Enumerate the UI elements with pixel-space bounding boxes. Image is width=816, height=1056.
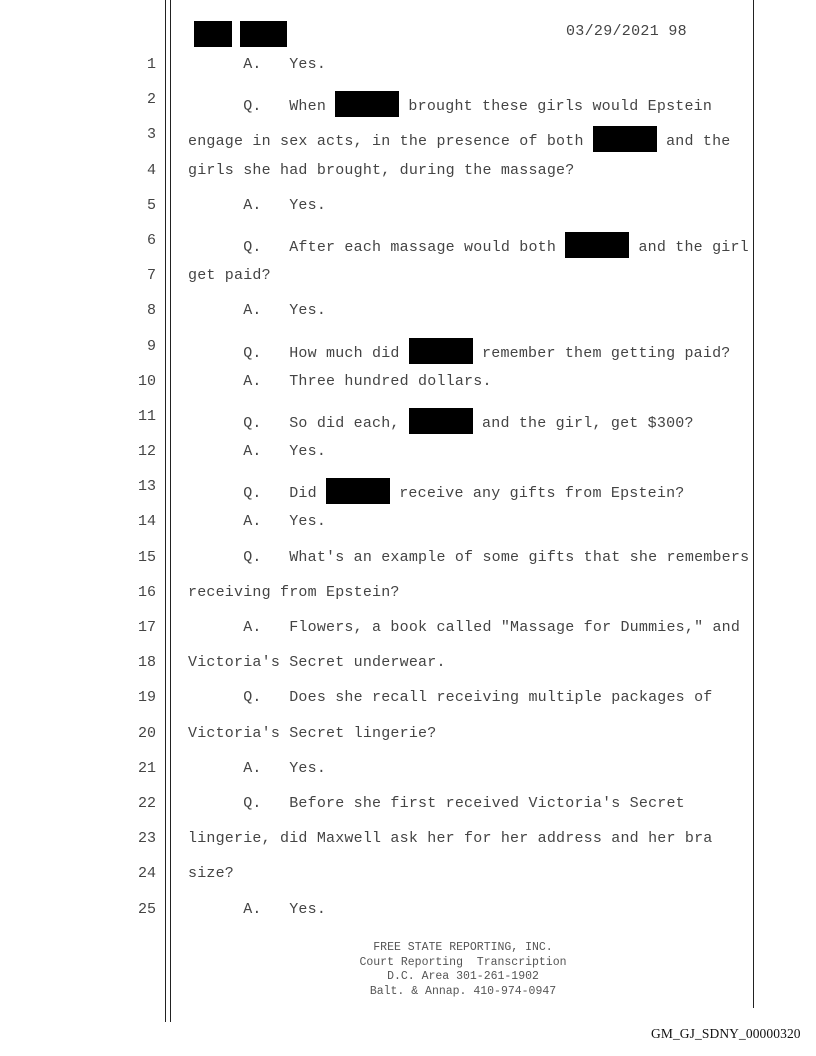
- transcript-line: [0, 646, 816, 681]
- line-number: 1: [146, 56, 156, 73]
- line-text: [188, 795, 685, 812]
- line-text-segment: Q. After each massage would both: [188, 238, 566, 256]
- line-text: [188, 162, 574, 179]
- header-redaction-box: [194, 21, 232, 47]
- line-text: [188, 232, 749, 258]
- transcript-line: [0, 752, 816, 787]
- line-text: [188, 56, 326, 73]
- line-text: [188, 584, 400, 601]
- line-text: [188, 513, 326, 530]
- line-text-segment: A. Yes.: [188, 56, 327, 73]
- line-text: [188, 901, 326, 918]
- transcript-line: [0, 681, 816, 716]
- transcript-line: [0, 48, 816, 83]
- transcript-body: [0, 48, 816, 928]
- line-text-segment: Q. Does she recall receiving multiple packages of: [188, 689, 713, 707]
- transcript-line: [0, 611, 816, 646]
- transcript-line: [0, 505, 816, 540]
- transcript-line: [0, 717, 816, 752]
- line-text-segment: Q. Did: [188, 485, 327, 503]
- transcript-line: [0, 822, 816, 857]
- header-date-page-number: 03/29/2021 98: [566, 23, 687, 40]
- line-text: [188, 197, 326, 214]
- line-text: [188, 689, 712, 706]
- reporter-footer: [300, 941, 626, 999]
- line-text: [188, 408, 694, 434]
- line-number: 21: [137, 759, 156, 777]
- line-text-segment: A. Yes.: [188, 196, 327, 214]
- line-text: [188, 373, 492, 390]
- redaction-box: [335, 91, 399, 117]
- line-text-segment: and the girl, get $300?: [472, 414, 694, 432]
- line-number: 8: [146, 302, 156, 320]
- line-number: 4: [146, 161, 156, 179]
- line-text-segment: lingerie, did Maxwell ask her for her address and her bra: [188, 830, 713, 848]
- transcript-line: [0, 294, 816, 329]
- line-text-segment: A. Yes.: [188, 443, 327, 461]
- line-text-segment: A. Three hundred dollars.: [188, 372, 492, 390]
- line-number: 3: [146, 126, 156, 144]
- line-text-segment: girls she had brought, during the massage?: [188, 161, 575, 179]
- line-text-segment: and the girl: [629, 238, 749, 256]
- line-number: 14: [137, 513, 156, 531]
- line-text-segment: Q. How much did: [188, 344, 409, 362]
- redaction-box: [565, 232, 629, 258]
- line-text-segment: A. Yes.: [188, 759, 327, 777]
- line-text-segment: Q. When: [188, 98, 336, 116]
- line-text: [188, 830, 712, 847]
- line-text: [188, 760, 326, 777]
- reporter-phone-balt: Balt. & Annap. 410-974-0947: [369, 984, 557, 998]
- line-text-segment: receive any gifts from Epstein?: [390, 485, 685, 503]
- reporter-company: FREE STATE REPORTING, INC.: [373, 941, 553, 954]
- line-number: 24: [137, 865, 156, 883]
- line-text: [188, 267, 271, 284]
- transcript-line: [0, 365, 816, 400]
- transcript-line: [0, 435, 816, 470]
- line-number: 22: [137, 794, 156, 812]
- line-text-segment: and the: [656, 133, 731, 151]
- line-text: [188, 302, 326, 319]
- line-text-segment: remember them getting paid?: [472, 344, 731, 362]
- transcript-line: [0, 541, 816, 576]
- line-number: 15: [137, 548, 156, 566]
- line-text-segment: receiving from Epstein?: [188, 583, 400, 601]
- transcript-line: [0, 154, 816, 189]
- line-number: 2: [146, 91, 156, 109]
- line-text: [188, 725, 436, 742]
- line-text-segment: A. Yes.: [188, 513, 327, 531]
- transcript-line: [0, 259, 816, 294]
- line-number: 13: [137, 478, 156, 496]
- line-text: [188, 443, 326, 460]
- line-text-segment: A. Yes.: [188, 900, 327, 918]
- transcript-line: [0, 224, 816, 259]
- transcript-line: [0, 400, 816, 435]
- line-number: 6: [146, 231, 156, 249]
- line-number: 16: [137, 583, 156, 601]
- line-text-segment: Q. Before she first received Victoria's Secret: [188, 794, 685, 812]
- redaction-box: [593, 126, 657, 152]
- line-number: 11: [137, 407, 156, 425]
- line-text: [188, 338, 731, 364]
- line-text-segment: A. Yes.: [188, 302, 327, 320]
- line-number: 9: [146, 337, 156, 355]
- line-text-segment: A. Flowers, a book called "Massage for Dummies," and: [188, 619, 741, 636]
- line-text-segment: Victoria's Secret underwear.: [188, 654, 446, 672]
- line-text: [188, 549, 749, 566]
- line-text: [188, 865, 234, 882]
- transcript-line: [0, 470, 816, 505]
- bates-number: GM_GJ_SDNY_00000320: [651, 1026, 801, 1041]
- line-text: [188, 126, 731, 152]
- transcript-line: [0, 787, 816, 822]
- line-number: 18: [137, 654, 156, 672]
- redaction-box: [409, 408, 473, 434]
- line-text-segment: size?: [188, 865, 235, 883]
- transcript-line: [0, 118, 816, 153]
- line-text-segment: engage in sex acts, in the presence of both: [188, 133, 593, 151]
- redaction-box: [326, 478, 390, 504]
- line-number: 25: [137, 900, 156, 918]
- line-text-segment: get paid?: [188, 267, 271, 285]
- transcript-line: [0, 576, 816, 611]
- redaction-box: [409, 338, 473, 364]
- transcript-line: [0, 893, 816, 928]
- line-number: 5: [146, 196, 156, 214]
- line-text: [188, 619, 740, 636]
- line-number: 23: [137, 830, 156, 848]
- line-text: [188, 478, 684, 504]
- transcript-line: [0, 189, 816, 224]
- reporter-phone-dc: D.C. Area 301-261-1902: [387, 970, 539, 983]
- transcript-line: [0, 330, 816, 365]
- line-text-segment: Victoria's Secret lingerie?: [188, 724, 437, 742]
- transcript-line: [0, 857, 816, 892]
- line-text-segment: Q. What's an example of some gifts that she remembers: [188, 548, 750, 566]
- line-number: 17: [137, 619, 156, 636]
- line-text-segment: brought these girls would Epstein: [399, 98, 713, 116]
- line-text: [188, 654, 446, 671]
- transcript-line: [0, 83, 816, 118]
- line-number: 20: [137, 724, 156, 742]
- header-redaction-box: [240, 21, 287, 47]
- line-number: 10: [137, 372, 156, 390]
- line-number: 19: [137, 689, 156, 707]
- line-text-segment: Q. So did each,: [188, 414, 409, 432]
- line-number: 12: [137, 443, 156, 461]
- reporter-services: Court Reporting Transcription: [359, 955, 567, 969]
- line-text: [188, 91, 712, 117]
- line-number: 7: [146, 267, 156, 285]
